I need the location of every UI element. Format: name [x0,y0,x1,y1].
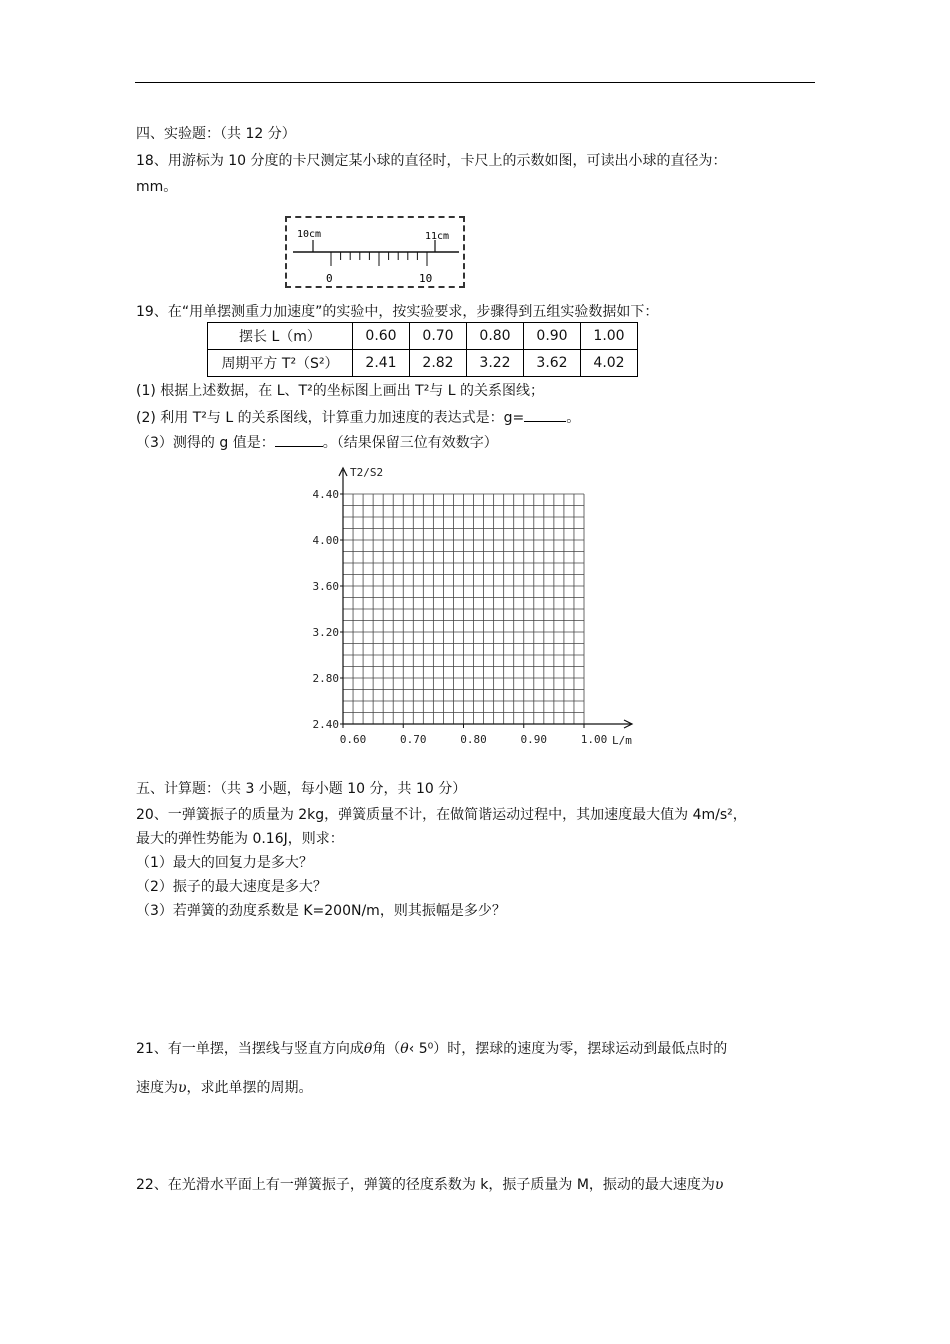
q21-line2-end: ，求此单摆的周期。 [186,1080,313,1096]
answer-blank-g-value[interactable] [275,432,323,447]
q20-part2: （2）振子的最大速度是多大？ [136,879,327,895]
y-tick-label: 3.60 [312,580,339,593]
caliper-drawing [287,218,463,286]
table-cell: 0.70 [410,323,467,350]
table-header-length: 摆长 L（m） [208,323,353,350]
table-row [208,350,638,377]
q20-part3: （3）若弹簧的劲度系数是 K=200N/m，则其振幅是多少？ [136,903,506,919]
x-tick-label: 0.90 [520,733,547,746]
q18-text-line1: 18、用游标为 10 分度的卡尺测定某小球的直径时，卡尺上的示数如图，可读出小球的直径为： [136,153,727,169]
caliper-label-11cm: 11cm [425,231,450,242]
section4-title: 四、实验题：（共 12 分） [136,126,296,142]
section5-title: 五、计算题：（共 3 小题，每小题 10 分，共 10 分） [136,781,467,797]
theta-symbol: θ [400,1041,409,1057]
caliper-figure [285,216,465,288]
q20-part1: （1）最大的回复力是多大？ [136,855,313,871]
velocity-symbol: υ [178,1080,187,1096]
table-row [208,323,638,350]
table-cell: 1.00 [581,323,638,350]
vernier-label-0: 0 [326,272,333,285]
chart-svg [298,462,640,752]
table-cell: 4.02 [581,350,638,377]
q21-line1-mid: 角（ [372,1041,401,1057]
t2-vs-l-chart [298,462,640,752]
q19-sub3 [136,432,498,453]
q21-line1-end: ‹ 5⁰）时，摆球的速度为零，摆球运动到最低点时的 [408,1041,728,1057]
theta-symbol: θ [363,1041,373,1057]
y-tick-label: 2.80 [312,672,339,685]
x-tick-label: 0.70 [400,733,427,746]
table-cell: 0.80 [467,323,524,350]
q19-sub2 [136,407,580,428]
q19-sub1: (1) 根据上述数据，在 L、T²的坐标图上画出 T²与 L 的关系图线； [136,383,545,399]
q21-line2-start: 速度为 [136,1080,178,1096]
q22-line1 [136,1175,723,1195]
velocity-symbol: υ [714,1177,724,1193]
y-tick-label: 3.20 [312,626,339,639]
q20-line2: 最大的弹性势能为 0.16J，则求： [136,831,344,847]
q21-line2 [136,1078,313,1098]
q19-sub2-prefix: (2) 利用 T²与 L 的关系图线，计算重力加速度的表达式是：g= [136,410,525,426]
q19-intro: 19、在“用单摆测重力加速度”的实验中，按实验要求，步骤得到五组实验数据如下： [136,304,659,320]
q19-sub2-suffix: 。 [566,410,581,426]
q21-line1 [136,1039,727,1059]
table-cell: 2.82 [410,350,467,377]
table-cell: 2.41 [353,350,410,377]
q19-sub3-prefix: （3）测得的 g 值是： [136,435,275,451]
y-tick-label: 4.40 [312,488,339,501]
q18-text-line2: mm。 [136,179,178,195]
y-tick-label: 4.00 [312,534,339,547]
q22-text: 22、在光滑水平面上有一弹簧振子，弹簧的径度系数为 k，振子质量为 M，振动的最大速度为 [136,1177,715,1193]
y-tick-label: 2.40 [312,718,339,731]
caliper-label-10cm: 10cm [297,229,322,240]
q19-sub3-suffix: 。（结果保留三位有效数字） [322,435,498,451]
table-cell: 0.60 [353,323,410,350]
vernier-label-10: 10 [419,272,433,285]
answer-blank-g-expression[interactable] [524,407,566,422]
x-axis-label: L/m [612,734,632,747]
table-cell: 3.22 [467,350,524,377]
table-cell: 0.90 [524,323,581,350]
x-tick-label: 1.00 [580,733,608,746]
pendulum-data-table [207,322,638,377]
table-cell: 3.62 [524,350,581,377]
q21-line1-start: 21、有一单摆，当摆线与竖直方向成 [136,1041,364,1057]
y-axis-label: T2/S2 [350,466,384,479]
header-rule [135,82,815,83]
table-header-period-squared: 周期平方 T²（S²） [208,350,353,377]
x-tick-label: 0.80 [460,733,487,746]
x-tick-label: 0.60 [339,733,367,746]
q20-line1: 20、一弹簧振子的质量为 2kg，弹簧质量不计，在做简谐运动过程中，其加速度最大值为 4m/s²， [136,807,747,823]
